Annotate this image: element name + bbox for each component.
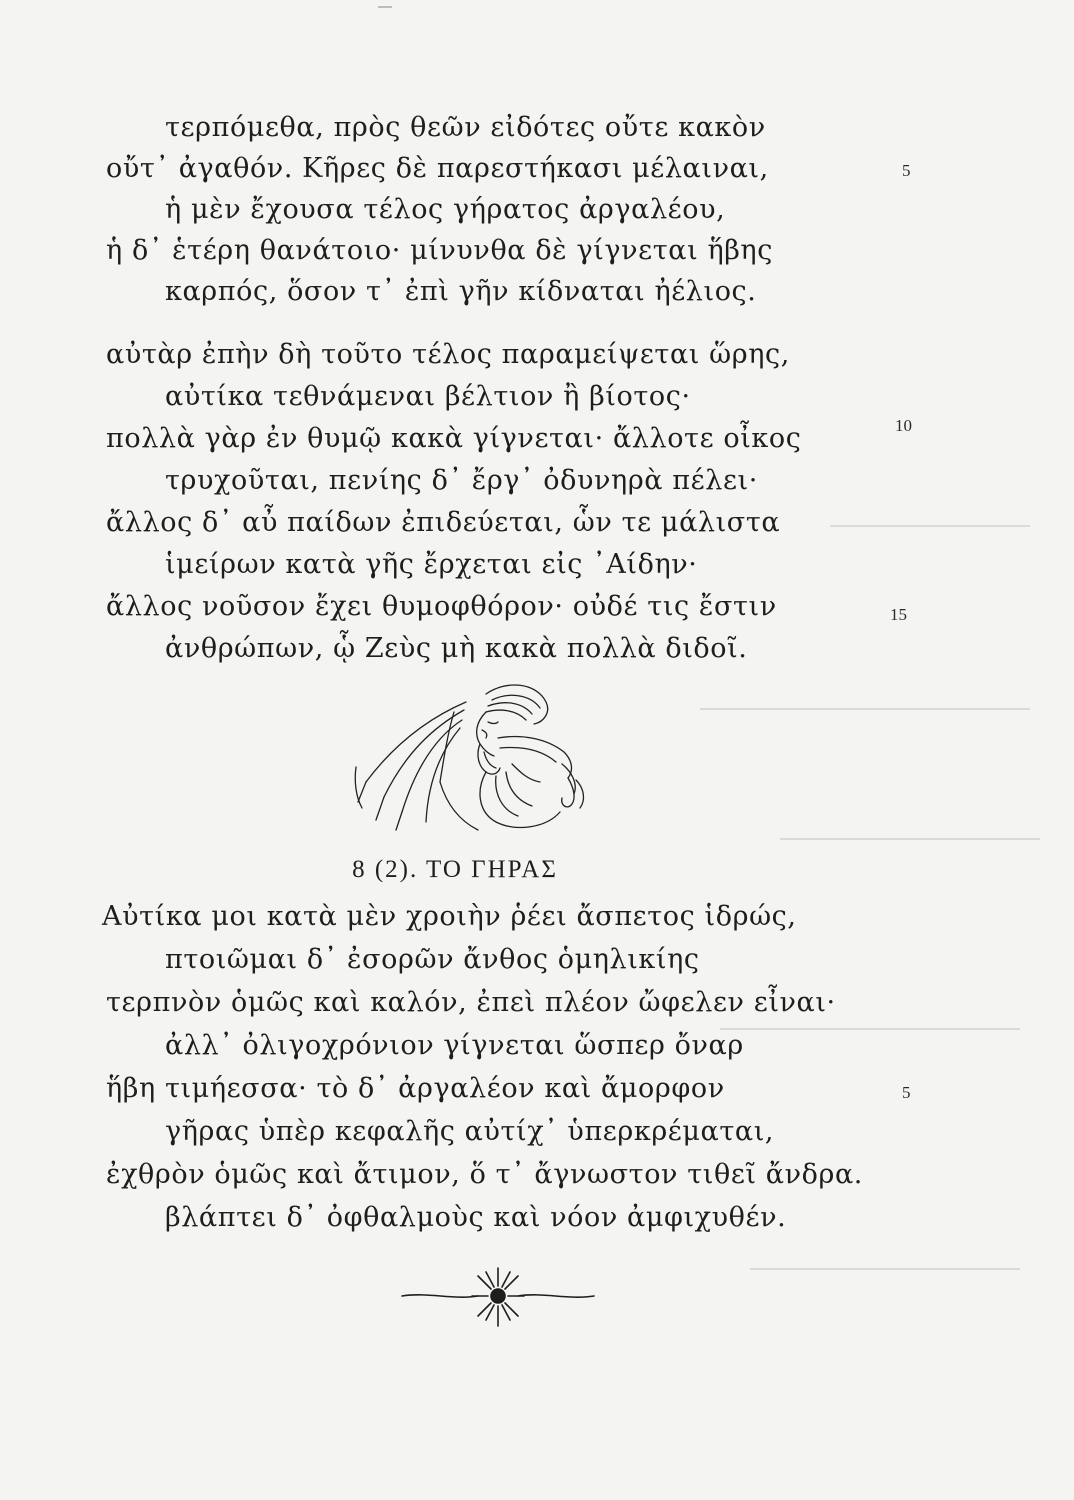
- poem-line: καρπός, ὅσον τ᾽ ἐπὶ γῆν κίδναται ἠέλιος.: [165, 276, 757, 307]
- section-heading: 8 (2). ΤΟ ΓΗΡΑΣ: [352, 856, 558, 883]
- poem-line: ἀνθρώπων, ᾧ Ζεὺς μὴ κακὰ πολλὰ διδοῖ.: [165, 633, 748, 664]
- poem-line: ἄλλος νοῦσον ἔχει θυμοφθόρον· οὐδέ τις ἔστιν: [106, 591, 777, 622]
- poem-line: τερπνὸν ὁμῶς καὶ καλόν, ἐπεὶ πλέον ὤφελεν εἶναι·: [106, 987, 836, 1018]
- poem-line: ἥβη τιμήεσσα· τὸ δ᾽ ἀργαλέον καὶ ἄμορφον: [106, 1073, 725, 1104]
- poem-line: ἐχθρὸν ὁμῶς καὶ ἄτιμον, ὅ τ᾽ ἄγνωστον τιθεῖ ἄνδρα.: [106, 1159, 863, 1190]
- poem-line: Αὐτίκα μοι κατὰ μὲν χροιὴν ῥέει ἄσπετος ἱδρώς,: [102, 901, 797, 932]
- page-top-mark: [378, 6, 392, 8]
- poem-line: πολλὰ γὰρ ἐν θυμῷ κακὰ γίγνεται· ἄλλοτε οἶκος: [106, 423, 802, 454]
- poem-line: πτοιῶμαι δ᾽ ἐσορῶν ἄνθος ὁμηλικίης: [165, 944, 700, 975]
- poem-line: βλάπτει δ᾽ ὀφθαλμοὺς καὶ νόον ἀμφιχυθέν.: [165, 1202, 787, 1233]
- line-number: 5: [902, 1083, 911, 1102]
- line-number: 5: [902, 161, 911, 180]
- line-number: 10: [895, 416, 912, 435]
- poem-line: αὐτίκα τεθνάμεναι βέλτιον ἢ βίοτος·: [165, 381, 691, 412]
- poem-line: ἱμείρων κατὰ γῆς ἔρχεται εἰς ᾽Αίδην·: [165, 549, 698, 580]
- sun-ornament-icon: [398, 1262, 598, 1332]
- poem-line: οὔτ᾽ ἀγαθόν. Κῆρες δὲ παρεστήκασι μέλαιναι,: [106, 153, 769, 184]
- poem-line: ἡ δ᾽ ἑτέρη θανάτοιο· μίνυνθα δὲ γίγνεται ἥβης: [106, 235, 773, 266]
- poem-line: ἡ μὲν ἔχουσα τέλος γήρατος ἀργαλέου,: [165, 194, 726, 225]
- poem-line: αὐτὰρ ἐπὴν δὴ τοῦτο τέλος παραμείψεται ὥρης,: [106, 339, 790, 370]
- mourning-figure-vignette-icon: [336, 672, 596, 842]
- poem-line: τρυχοῦται, πενίης δ᾽ ἔργ᾽ ὀδυνηρὰ πέλει·: [165, 465, 758, 496]
- poem-line: γῆρας ὑπὲρ κεφαλῆς αὐτίχ᾽ ὑπερκρέμαται,: [165, 1116, 775, 1147]
- poem-line: ἀλλ᾽ ὀλιγοχρόνιον γίγνεται ὥσπερ ὄναρ: [165, 1030, 744, 1061]
- line-number: 15: [890, 605, 907, 624]
- poem-line: ἄλλος δ᾽ αὖ παίδων ἐπιδεύεται, ὧν τε μάλιστα: [106, 507, 781, 538]
- poem-line: τερπόμεθα, πρὸς θεῶν εἰδότες οὔτε κακὸν: [165, 112, 766, 143]
